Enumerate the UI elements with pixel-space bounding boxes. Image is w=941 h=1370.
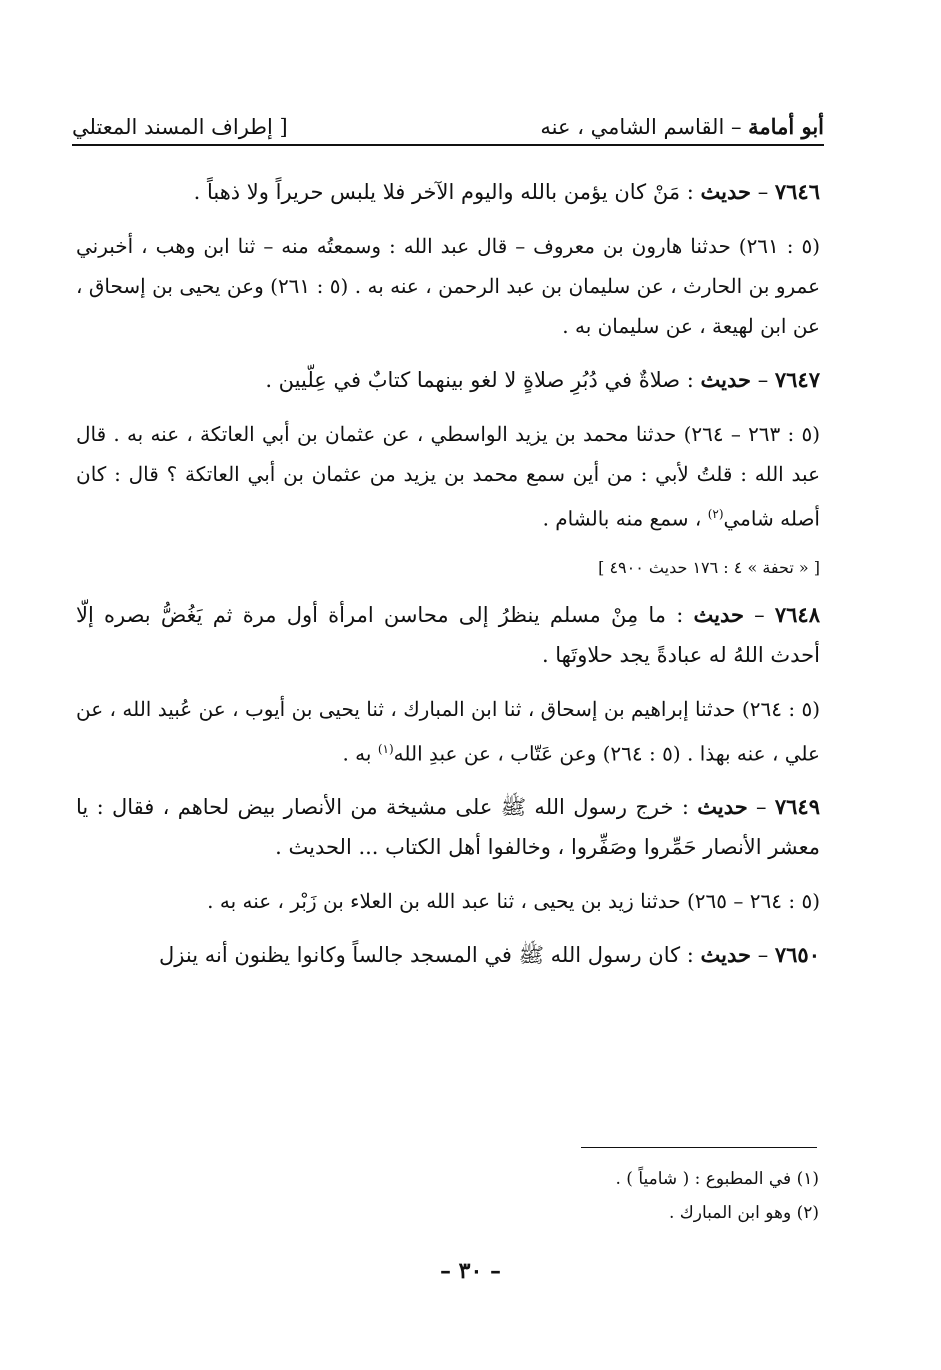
footnote-marker-2: (٢) bbox=[707, 507, 724, 521]
chain-7647: (٥ : ٢٦٣ – ٢٦٤) حدثنا محمد بن يزيد الواسطي ، عن عثمان بن أبي العاتكة ، عنه به . قال عبد الله : قلتُ لأبي : من أين سمع محمد بن يزيد من عثمان بن أبي العاتكة ؟ قال : كان أصله شامي$^{(٢)}$ ، سمع منه بالشام . bbox=[76, 422, 821, 531]
footnote-marker-1: (١) bbox=[377, 741, 394, 756]
chain-7649: (٥ : ٢٦٤ – ٢٦٥) حدثنا زيد بن يحيى ، ثنا عبد الله بن العلاء بن زَبْر ، عنه به . bbox=[207, 889, 820, 914]
tuhfa-reference: [ « تحفة » ٤ : ١٧٦ حديث ٤٩٠٠ ] bbox=[598, 557, 820, 577]
hadith-7649: ٧٦٤٩ – حديث : خرج رسول الله ﷺ على مشيخة من الأنصار بيض لحاهم ، فقال : يا معشر الأنصار حَمِّروا وصَفِّروا ، وخالفوا أهل الكتاب ... الحديث . bbox=[76, 794, 820, 860]
page-number: – ٣٠ – bbox=[440, 1258, 501, 1284]
footnotes bbox=[219, 1162, 819, 1230]
header-book-title: [ إطراف المسند المعتلي bbox=[72, 114, 288, 139]
page-body bbox=[76, 172, 820, 989]
hadith-7648: ٧٦٤٨ – حديث : ما مِنْ مسلم ينظرُ إلى محاسن امرأة أول مرة ثم يَغُضُّ بصره إلّا أحدث اللهُ له عبادةً يجد حلاوتَها . bbox=[76, 601, 820, 667]
hadith-7647: ٧٦٤٧ – حديث : صلاةٌ في دُبُرِ صلاةٍ لا لغو بينهما كتابٌ في عِلّيين . bbox=[265, 367, 820, 392]
hadith-7646: ٧٦٤٦ – حديث : مَنْ كان يؤمن بالله واليوم الآخر فلا يلبس حريراً ولا ذهباً . bbox=[193, 179, 820, 204]
chain-7648: (٥ : ٢٦٤) حدثنا إبراهيم بن إسحاق ، ثنا ابن المبارك ، ثنا يحيى بن أيوب ، عن عُبيد الله ، عن علي ، عنه بهذا . (٥ : ٢٦٤) وعن عَتّاب ، عن عبدِ الله$^{(١)}$ به . bbox=[76, 696, 821, 766]
footnote-2: (٢) وهو ابن المبارك . bbox=[668, 1203, 819, 1223]
footnote-divider bbox=[581, 1147, 817, 1148]
hadith-7650: ٧٦٥٠ – حديث : كان رسول الله ﷺ في المسجد جالساً وكانوا يظنون أنه ينزل bbox=[159, 942, 820, 968]
chain-7646: (٥ : ٢٦١) حدثنا هارون بن معروف – قال عبد الله : وسمعتُه منه – ثنا ابن وهب ، أخبرني عمرو بن الحارث ، عن سليمان بن عبد الرحمن ، عنه به . (٥ : ٢٦١) وعن يحيى بن إسحاق ، عن ابن لهيعة ، عن سليمان به . bbox=[76, 234, 821, 338]
header-narrator: أبو أمامة – القاسم الشامي ، عنه bbox=[540, 113, 824, 139]
footnote-1: (١) في المطبوع : ( شامياً ) . bbox=[615, 1169, 819, 1189]
running-header bbox=[72, 100, 824, 146]
